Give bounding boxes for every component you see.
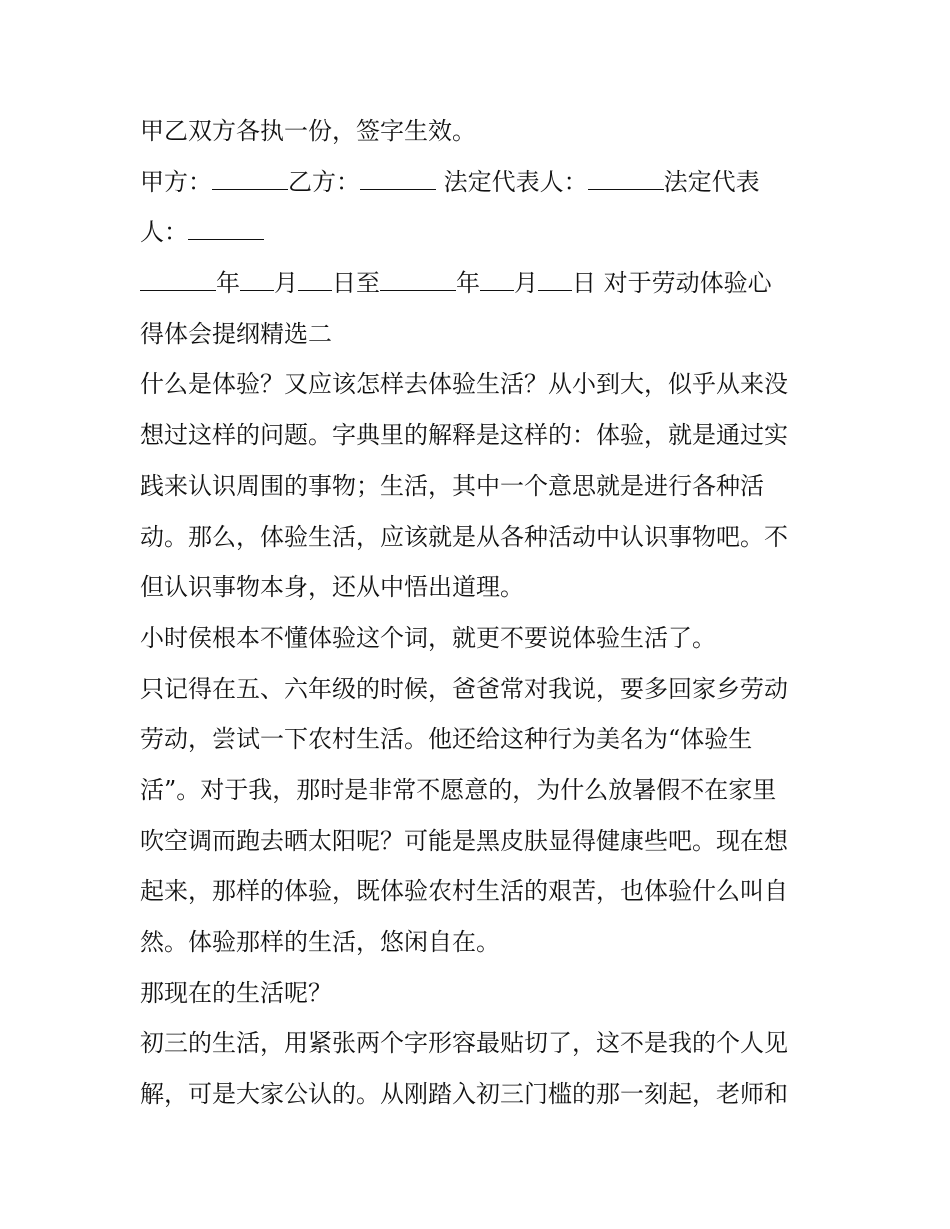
year-label: 年 [216, 269, 240, 298]
legal-rep-blank-2 [188, 217, 264, 240]
text-line: 小时侯根本不懂体验这个词，就更不要说体验生活了。 [140, 623, 716, 652]
day-title-text: 日 对于劳动体验心 [572, 269, 772, 298]
start-day-blank [298, 268, 332, 291]
text-line: 践来认识周围的事物；生活，其中一个意思就是进行各种活 [140, 471, 764, 500]
text-line: 什么是体验？又应该怎样去体验生活？从小到大，似乎从来没 [140, 370, 788, 399]
end-day-blank [538, 268, 572, 291]
text-line: 起来，那样的体验，既体验农村生活的艰苦，也体验什么叫自 [140, 877, 788, 906]
party-b-label: 乙方： [288, 167, 360, 196]
legal-rep-label: 法定代表人： [436, 167, 588, 196]
start-month-blank [240, 268, 274, 291]
legal-rep-label-2: 法定代表 [663, 167, 760, 196]
day-to-label: 日至 [332, 269, 380, 298]
text-line: 动。那么，体验生活，应该就是从各种活动中认识事物吧。不 [140, 522, 788, 551]
end-year-blank [380, 268, 456, 291]
signature-line [140, 157, 815, 208]
month-label-2: 月 [514, 269, 538, 298]
text-line: 那现在的生活呢？ [140, 978, 332, 1007]
month-label: 月 [274, 269, 298, 298]
signature-line-cont [140, 207, 815, 258]
party-b-blank [360, 167, 436, 190]
text-line: 只记得在五、六年级的时候，爸爸常对我说，要多回家乡劳动 [140, 674, 788, 703]
year-label-2: 年 [456, 269, 480, 298]
party-a-label: 甲方： [140, 167, 212, 196]
document-body [140, 106, 815, 1120]
legal-rep-label-2-cont: 人： [140, 218, 188, 247]
legal-rep-blank [588, 167, 664, 190]
end-month-blank [480, 268, 514, 291]
start-year-blank [140, 268, 216, 291]
section-title: 得体会提纲精选二 [140, 319, 332, 348]
text-line: 解，可是大家公认的。从刚踏入初三门槛的那一刻起，老师和 [140, 1080, 788, 1109]
text-line: 初三的生活，用紧张两个字形容最贴切了，这不是我的个人见 [140, 1029, 788, 1058]
text-line: 活”。对于我，那时是非常不愿意的，为什么放暑假不在家里 [140, 775, 777, 804]
text-line: 劳动，尝试一下农村生活。他还给这种行为美名为“体验生 [140, 725, 753, 754]
text-line: 甲乙双方各执一份，签字生效。 [140, 117, 476, 145]
text-line: 但认识事物本身，还从中悟出道理。 [140, 573, 524, 602]
date-line [140, 258, 815, 309]
text-line: 吹空调而跑去晒太阳呢？可能是黑皮肤显得健康些吧。现在想 [140, 826, 788, 855]
text-line: 想过这样的问题。字典里的解释是这样的：体验，就是通过实 [140, 421, 788, 450]
party-a-blank [212, 167, 288, 190]
text-line: 然。体验那样的生活，悠闲自在。 [140, 928, 500, 956]
